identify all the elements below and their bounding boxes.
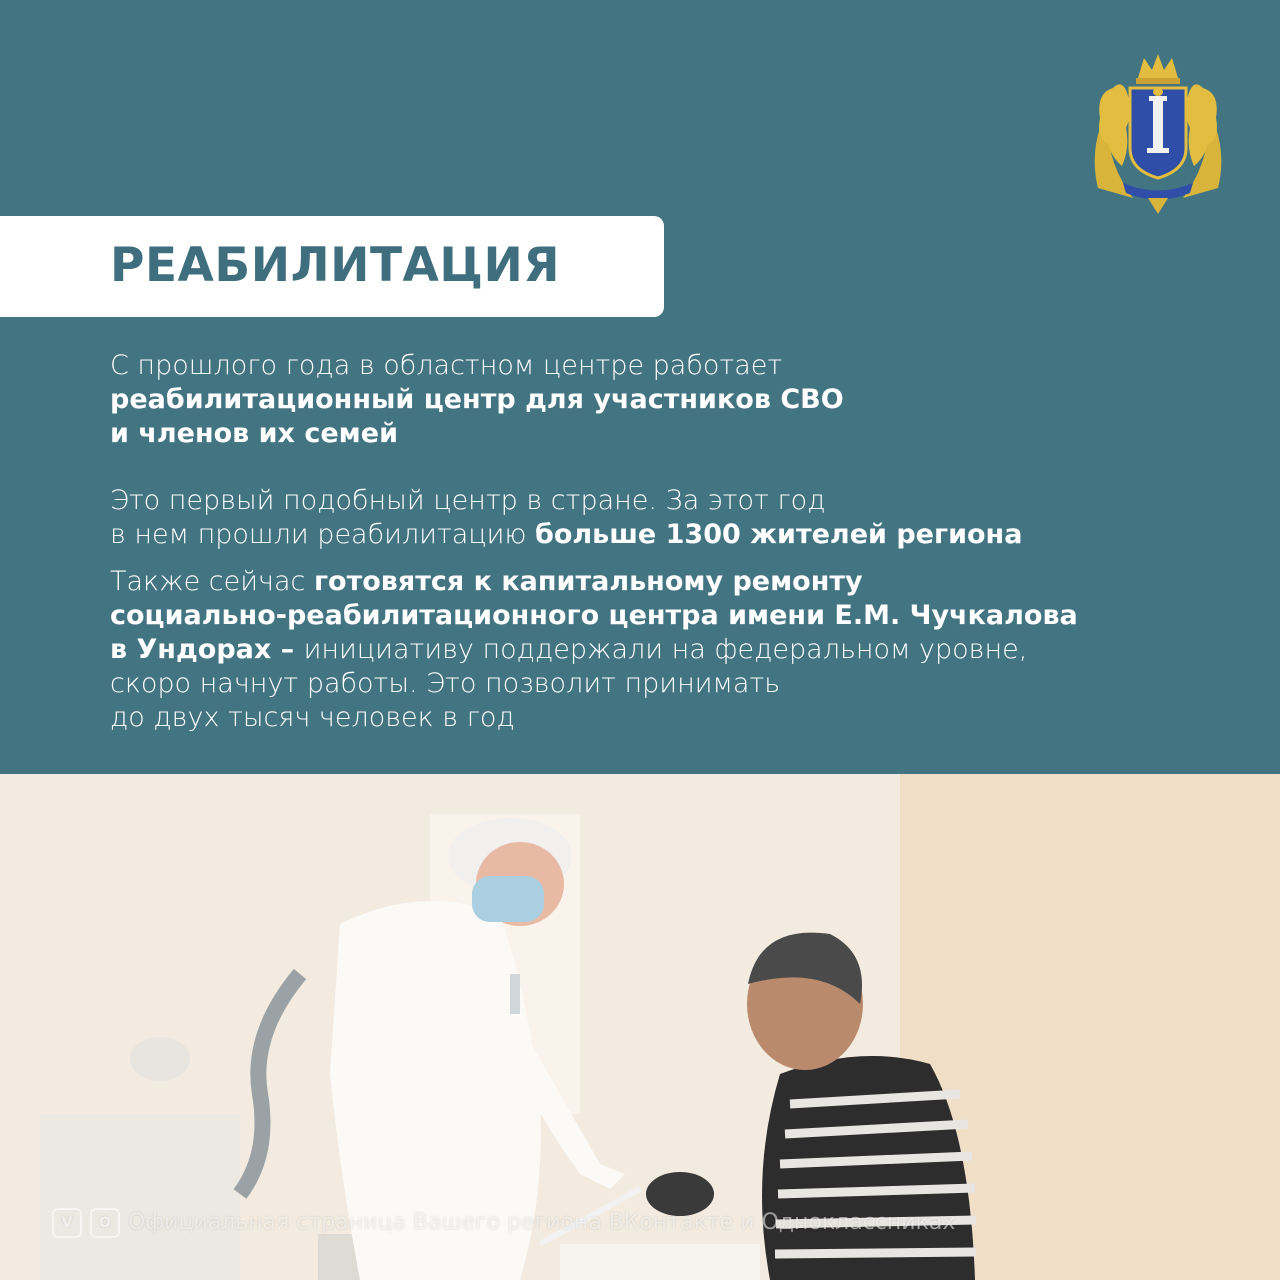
p3-line1-regular: Также сейчас bbox=[110, 566, 314, 597]
p3-line4: скоро начнут работы. Это позволит принимать bbox=[110, 668, 781, 699]
p3-line3-regular: инициативу поддержали на федеральном уровне, bbox=[303, 634, 1028, 665]
page-title: РЕАБИЛИТАЦИЯ bbox=[110, 238, 561, 293]
p2-line1: Это первый подобный центр в стране. За этот год bbox=[110, 485, 826, 516]
p2-line2-bold: больше 1300 жителей региона bbox=[535, 519, 1023, 550]
p1-line2-bold: реабилитационный центр для участников СВО bbox=[110, 384, 844, 415]
coat-of-arms-emblem bbox=[1078, 48, 1238, 216]
paragraph-renovation bbox=[110, 565, 1240, 735]
p3-line2-bold: социально-реабилитационного центра имени Е.М. Чучкалова bbox=[110, 600, 1078, 631]
ok-icon: О bbox=[90, 1208, 120, 1238]
p3-line1-bold: готовятся к капитальному ремонту bbox=[313, 566, 863, 597]
p2-line2-regular: в нем прошли реабилитацию bbox=[110, 519, 535, 550]
p1-line1: С прошлого года в областном центре работает bbox=[110, 350, 783, 381]
vk-icon: V bbox=[52, 1208, 82, 1238]
p3-line5: до двух тысяч человек в год bbox=[110, 702, 515, 733]
paragraph-rehab-center bbox=[110, 349, 1240, 451]
watermark bbox=[52, 1203, 955, 1243]
paragraph-first-center bbox=[110, 484, 1240, 552]
watermark-text: Официальная страница Вашего региона ВКонтакте и Одноклассниках bbox=[128, 1210, 956, 1235]
p1-line3-bold: и членов их семей bbox=[110, 418, 398, 449]
p3-line3-bold: в Ундорах – bbox=[110, 634, 304, 665]
